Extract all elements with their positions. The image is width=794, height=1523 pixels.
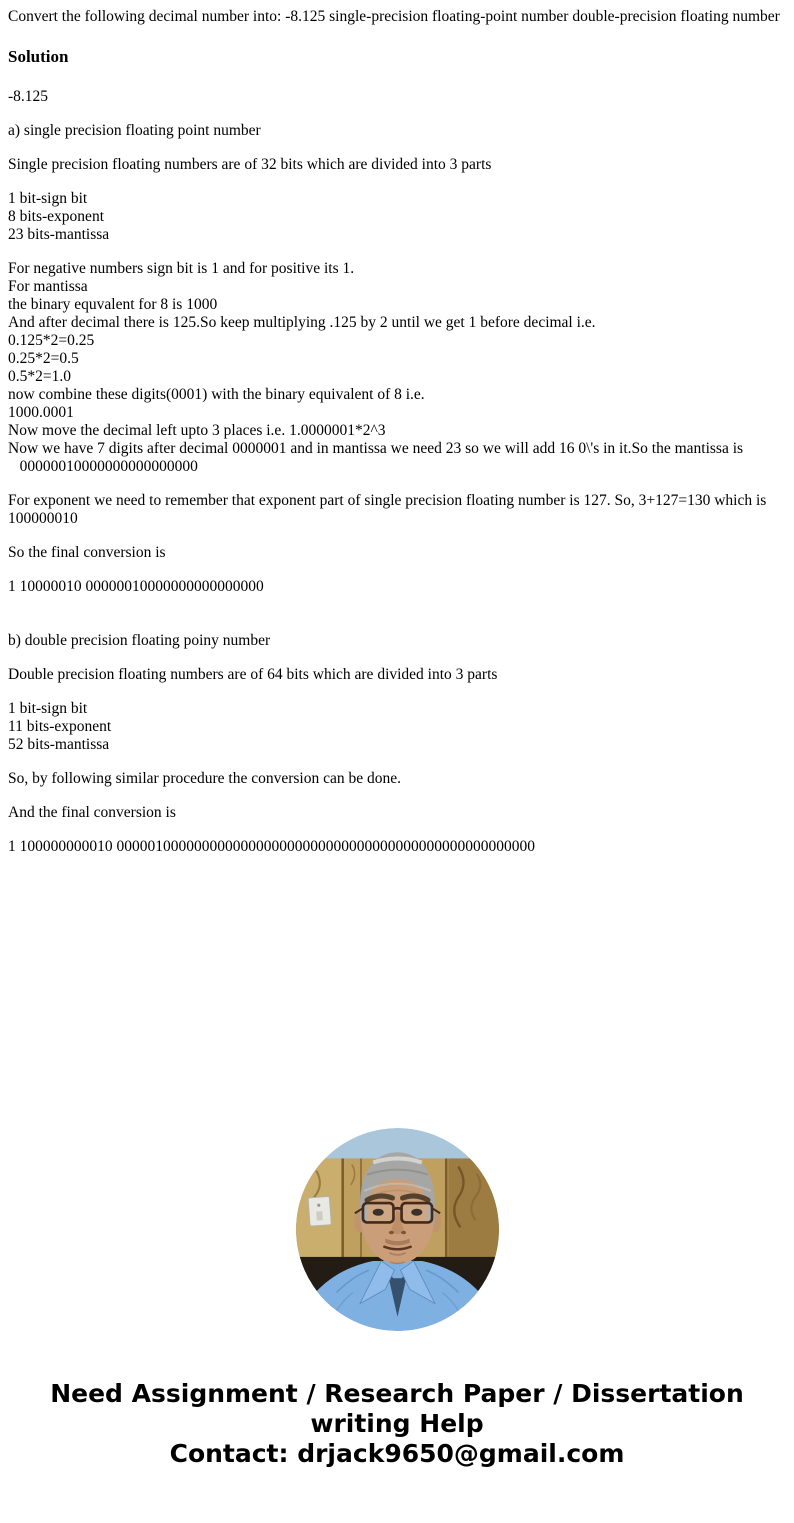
solution-paragraph: 1 bit-sign bit 11 bits-exponent 52 bits-mantissa xyxy=(8,700,112,753)
solution-paragraph: For exponent we need to remember that exponent part of single precision floating number is 127. So, 3+127=130 which is 100000010 xyxy=(8,492,771,527)
solution-body xyxy=(8,88,786,856)
document-body xyxy=(8,8,786,856)
presenter-photo-image xyxy=(296,1128,499,1331)
solution-paragraph: -8.125 xyxy=(8,88,49,105)
solution-paragraph: Single precision floating numbers are of 32 bits which are divided into 3 parts xyxy=(8,156,492,173)
solution-paragraph: And the final conversion is xyxy=(8,804,176,821)
footer-help-text: Need Assignment / Research Paper / Dissertation writing Help xyxy=(50,1379,744,1438)
solution-paragraph: For negative numbers sign bit is 1 and for positive its 1. For mantissa the binary equvalent for 8 is 1000 And after decimal there is 125.So keep multiplying .125 by 2 until we get 1 before decimal i.e. 0.125*2=0.25 0.25*2=0.5 0.5*2=1.0 now combine these digits(0001) with the binary equivalent of 8 i.e. 1000.0001 Now move the decimal left upto 3 places i.e. 1.0000001*2^3 Now we have 7 digits after decimal 0000001 and in mantissa we need 23 so we will add 16 0\'s in it.So the mantissa is 00000010000000000000000 xyxy=(8,260,744,475)
solution-heading: Solution xyxy=(8,47,69,66)
solution-paragraph: So, by following similar procedure the conversion can be done. xyxy=(8,770,401,787)
footer-contact-email: Contact: drjack9650@gmail.com xyxy=(169,1439,625,1468)
solution-paragraph: 1 100000000010 000001000000000000000000000000000000000000000000000000 xyxy=(8,838,535,855)
question-text: Convert the following decimal number into: -8.125 single-precision floating-point number double-precision floating number xyxy=(8,8,780,25)
solution-paragraph: So the final conversion is xyxy=(8,544,166,561)
solution-paragraph: 1 10000010 00000010000000000000000 xyxy=(8,578,264,595)
presenter-photo xyxy=(296,1128,499,1331)
solution-paragraph: 1 bit-sign bit 8 bits-exponent 23 bits-mantissa xyxy=(8,190,110,243)
solution-paragraph: Double precision floating numbers are of 64 bits which are divided into 3 parts xyxy=(8,666,498,683)
photo-switch-plate xyxy=(308,1196,331,1226)
footer-banner xyxy=(22,1379,772,1469)
solution-paragraph: b) double precision floating poiny number xyxy=(8,632,271,649)
solution-paragraph: a) single precision floating point number xyxy=(8,122,261,139)
